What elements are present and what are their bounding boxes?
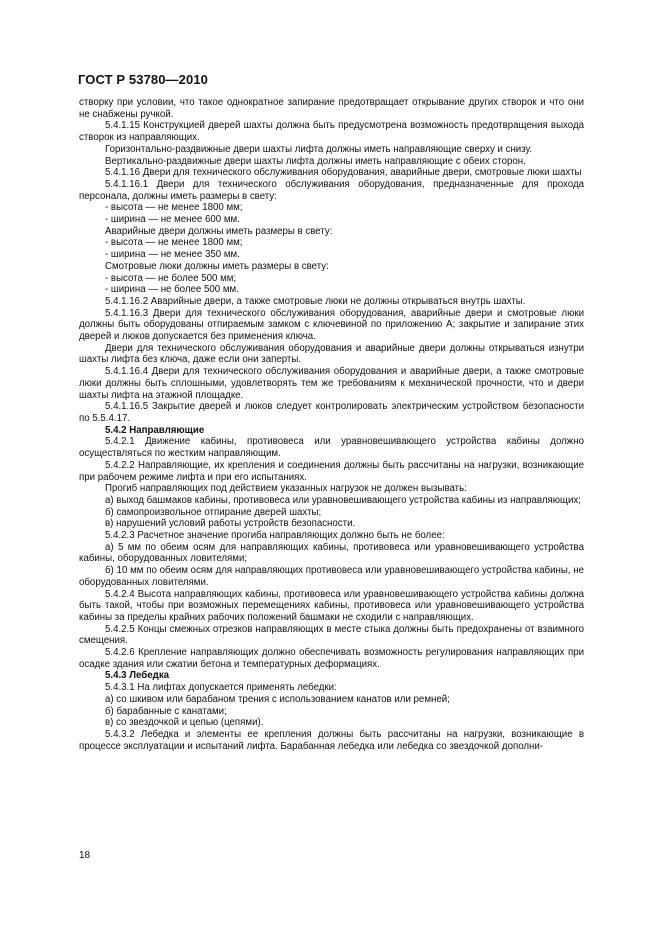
paragraph: Прогиб направляющих под действием указанных нагрузок не должен вызывать: (105, 483, 467, 495)
paragraph: б) самопроизвольное отпирание дверей шахты; (105, 506, 322, 518)
paragraph: 5.4.1.16.4 Двери для технического обслуживания оборудования и аварийные двери, а также смотровые люки должны быть сплошными, удовлетворять тем же требованиям к механической прочности, что и двери шахты лифта на этажной площадке. (79, 366, 584, 401)
paragraph: в) со звездочкой и цепью (цепями). (105, 717, 264, 729)
page-number: 18 (79, 850, 91, 861)
section-heading: 5.4.3 Лебедка (105, 670, 170, 682)
paragraph: - высота — не более 500 мм; (105, 272, 237, 284)
paragraph: а) со шкивом или барабаном трения с использованием канатов или ремней; (105, 693, 450, 705)
paragraph: - ширина — не менее 600 мм. (105, 214, 240, 226)
paragraph: Смотровые люки должны иметь размеры в свету: (105, 260, 329, 272)
paragraph: - ширина — не более 500 мм. (105, 284, 239, 296)
paragraph: Аварийные двери должны иметь размеры в свету: (105, 225, 333, 237)
paragraph: 5.4.2.5 Концы смежных отрезков направляющих в месте стыка должны быть предохранены от взаимного смещения. (79, 623, 584, 647)
paragraph: 5.4.1.16.3 Двери для технического обслуживания оборудования, аварийные двери и смотровые люки должны быть оборудованы отпираемым замком с ключевиной по приложению А; закрытие и запирание этих дверей и люков допускается без применения ключа. (79, 307, 584, 343)
paragraph: 5.4.1.16.5 Закрытие дверей и люков следует контролировать электрическим устройством безопасности по 5.5.4.17. (79, 401, 584, 424)
paragraph: - ширина — не менее 350 мм. (105, 249, 240, 261)
paragraph: 5.4.2.3 Расчетное значение прогиба направляющих должно быть не более: (105, 530, 445, 542)
paragraph: б) 10 мм по обеим осям для направляющих противовеса или уравновешивающего устройства кабины, не оборудованных ловителями. (79, 565, 584, 588)
paragraph: 5.4.1.16.1 Двери для технического обслуживания оборудования, предназначенные для прохода персонала, должны иметь размеры в свету: (79, 178, 584, 202)
paragraph: в) нарушений условий работы устройств безопасности. (105, 518, 356, 530)
paragraph: Двери для технического обслуживания оборудования и аварийные двери должны открываться изнутри шахты лифта без ключа, даже если они заперты. (79, 342, 584, 366)
section-heading: 5.4.2 Направляющие (105, 424, 205, 436)
paragraph: 5.4.2.1 Движение кабины, противовеса или уравновешивающего устройства кабины должно осуществляться по жестким направляющим. (79, 436, 584, 460)
paragraph: Горизонтально-раздвижные двери шахты лифта должны иметь направляющие сверху и снизу. (105, 143, 533, 155)
paragraph: а) 5 мм по обеим осям для направляющих кабины, противовеса или уравновешивающего устройства кабины, оборудованных ловителями; (79, 541, 584, 565)
paragraph: 5.4.1.15 Конструкцией дверей шахты должна быть предусмотрена возможность предотвращения выхода створок из направляющих. (79, 120, 584, 144)
paragraph: б) барабанные с канатами; (105, 705, 227, 717)
paragraph: 5.4.3.1 На лифтах допускается применять лебедки: (105, 682, 337, 694)
paragraph: - высота — не менее 1800 мм; (105, 202, 243, 214)
document-header: ГОСТ Р 53780—2010 (78, 72, 208, 87)
paragraph: 5.4.1.16.2 Аварийные двери, а также смотровые люки не должны открываться внутрь шахты. (105, 295, 526, 307)
paragraph: 5.4.2.4 Высота направляющих кабины, противовеса или уравновешивающего устройства кабины должна быть такой, чтобы при возможных перемещениях кабины, противовеса или уравновешивающего устройства кабины за пределы крайних рабочих положений башмаки не сходили с направляющих. (79, 588, 584, 623)
paragraph: - высота — не менее 1800 мм; (105, 237, 243, 249)
paragraph: Вертикально-раздвижные двери шахты лифта должны иметь направляющие с обеих сторон. (105, 155, 526, 167)
paragraph: а) выход башмаков кабины, противовеса или уравновешивающего устройства кабины из направляющих; (105, 494, 581, 506)
paragraph: 5.4.2.2 Направляющие, их крепления и соединения должны быть рассчитаны на нагрузки, возникающие при рабочем режиме лифта и при его испытаниях. (79, 459, 584, 483)
paragraph: 5.4.2.6 Крепление направляющих должно обеспечивать возможность регулирования направляющих при осадке здания или сжатии бетона и температурных деформациях. (79, 647, 584, 670)
paragraph: створку при условии, что такое однократное запирание предотвращает открывание других створок и что они не снабжены ручкой. (79, 97, 584, 120)
paragraph: 5.4.3.2 Лебедка и элементы ее крепления должны быть рассчитаны на нагрузки, возникающие в процессе эксплуатации и испытаний лифта. Барабанная лебедка или лебедка со звездочкой дополни- (79, 728, 584, 752)
document-body (79, 97, 584, 752)
paragraph: 5.4.1.16 Двери для технического обслуживания оборудования, аварийные двери, смотровые люки шахты (105, 167, 582, 179)
